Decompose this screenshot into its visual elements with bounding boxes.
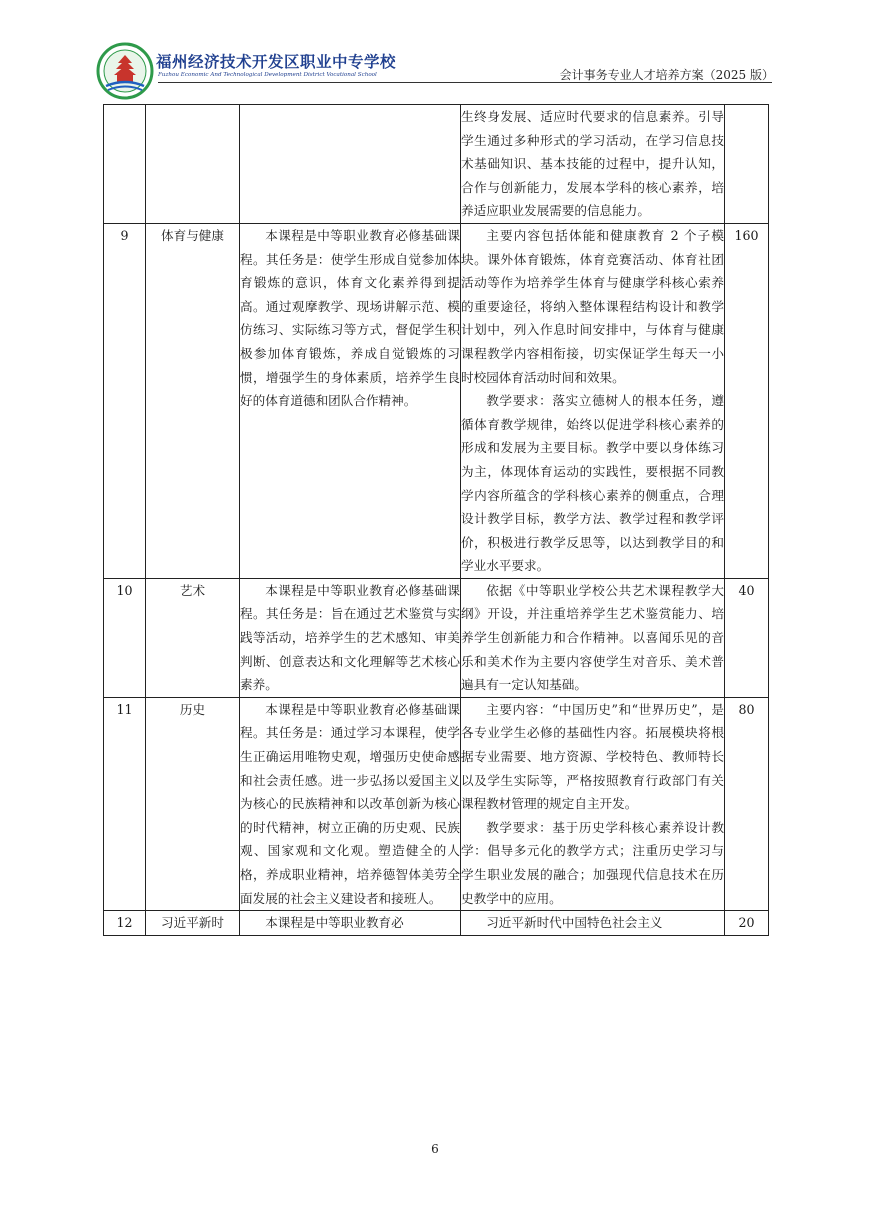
course-task-cell (240, 697, 461, 910)
school-emblem-icon (96, 42, 154, 100)
course-task-paragraph: 本课程是中等职业教育必 (265, 915, 404, 931)
course-number: 9 (104, 223, 146, 578)
course-name: 体育与健康 (146, 223, 240, 578)
course-content-paragraph: 教学要求：落实立德树人的根本任务，遵循体育教学规律，始终以促进学科核心素养的形成和发展为主要目标。教学中要以身体练习为主，体现体育运动的实践性，要根据不同教学内容所蕴含的学科核心素养的侧重点，合理设计教学目标，教学方法、教学过程和教学评价，积极进行教学反思等，以达到教学目的和学业水平要求。 (461, 393, 724, 574)
course-content-paragraph: 主要内容包括体能和健康教育 2 个子模块。课外体育锻炼，体育竞赛活动、体育社团活动等作为培养学生体育与健康学科核心索养的重要途径，将纳入整体课程结构设计和教学计划中，列入作息时间安排中，与体育与健康课程教学内容相衔接，切实保证学生每天一小时校园体育活动时间和效果。 (461, 227, 724, 385)
course-content-paragraph: 生终身发展、适应时代要求的信息素养。引导学生通过多种形式的学习活动，在学习信息技术基础知识、基本技能的过程中，提升认知，合作与创新能力，发展本学科的核心素养，培养适应职业发展需要的信息能力。 (461, 109, 724, 219)
table-row (104, 578, 769, 697)
table-row (104, 223, 769, 578)
course-hours (725, 105, 769, 224)
document-title: 会计事务专业人才培养方案（2025 版） (559, 68, 774, 82)
course-task-cell (240, 911, 461, 936)
course-table (103, 104, 769, 936)
course-table-body (104, 105, 769, 936)
course-name: 习近平新时 (146, 911, 240, 936)
page-number: 6 (431, 1142, 439, 1156)
course-name: 艺术 (146, 578, 240, 697)
course-task-cell (240, 578, 461, 697)
course-content-paragraph: 主要内容：“中国历史”和“世界历史”，是各专业学生必修的基础性内容。拓展模块将根据专业需要、地方资源、学校特色、教师特长以及学生实际等，严格按照教育行政部门有关课程教材管理的规定自主开发。 (461, 701, 724, 812)
course-name: 历史 (146, 697, 240, 910)
course-content-cell (461, 911, 725, 936)
course-task-cell (240, 223, 461, 578)
course-hours: 40 (725, 578, 769, 697)
table-row (104, 697, 769, 910)
school-name: 福州经济技术开发区职业中专学校 (156, 53, 397, 71)
course-name (146, 105, 240, 224)
course-content-cell (461, 578, 725, 697)
course-content-paragraph: 习近平新时代中国特色社会主义 (486, 915, 663, 931)
table-row (104, 911, 769, 936)
page-header (96, 42, 776, 102)
course-hours: 160 (725, 223, 769, 578)
course-content-cell (461, 105, 725, 224)
course-number (104, 105, 146, 224)
course-task-paragraph: 本课程是中等职业教育必修基础课程。其任务是：使学生形成自觉参加体育锻炼的意识，体育文化素养得到提高。通过观摩教学、现场讲解示范、模仿练习、实际练习等方式，督促学生积极参加体育锻炼，养成自觉锻炼的习惯，增强学生的身体素质，培养学生良好的体育道德和团队合作精神。 (240, 227, 460, 409)
course-hours: 80 (725, 697, 769, 910)
course-task-cell (240, 105, 461, 224)
course-hours: 20 (725, 911, 769, 936)
course-number: 10 (104, 578, 146, 697)
course-content-cell (461, 697, 725, 910)
table-row (104, 105, 769, 224)
course-content-paragraph: 依据《中等职业学校公共艺术课程教学大纲》开设，并注重培养学生艺术鉴赏能力、培养学生创新能力和合作精神。以喜闻乐见的音乐和美术作为主要内容使学生对音乐、美术普遍具有一定认知基础。 (461, 582, 724, 693)
school-name-en: Fuzhou Economic And Technological Development District Vocational School (158, 72, 377, 78)
course-number: 12 (104, 911, 146, 936)
course-content-cell (461, 223, 725, 578)
course-task-paragraph: 本课程是中等职业教育必修基础课程。其任务是：旨在通过艺术鉴赏与实践等活动，培养学生的艺术感知、审美判断、创意表达和文化理解等艺术核心素养。 (240, 582, 460, 693)
course-task-paragraph: 本课程是中等职业教育必修基础课程。其任务是：通过学习本课程，使学生正确运用唯物史观，增强历史使命感和社会责任感。进一步弘扬以爱国主义为核心的民族精神和以改革创新为核心的时代精神，树立正确的历史观、民族观、国家观和文化观。塑造健全的人格，养成职业精神，培养德智体美劳全面发展的社会主义建设者和接班人。 (240, 701, 460, 906)
course-content-paragraph: 教学要求：基于历史学科核心素养设计教学：倡导多元化的教学方式；注重历史学习与学生职业发展的融合；加强现代信息技术在历史教学中的应用。 (461, 819, 724, 906)
course-number: 11 (104, 697, 146, 910)
